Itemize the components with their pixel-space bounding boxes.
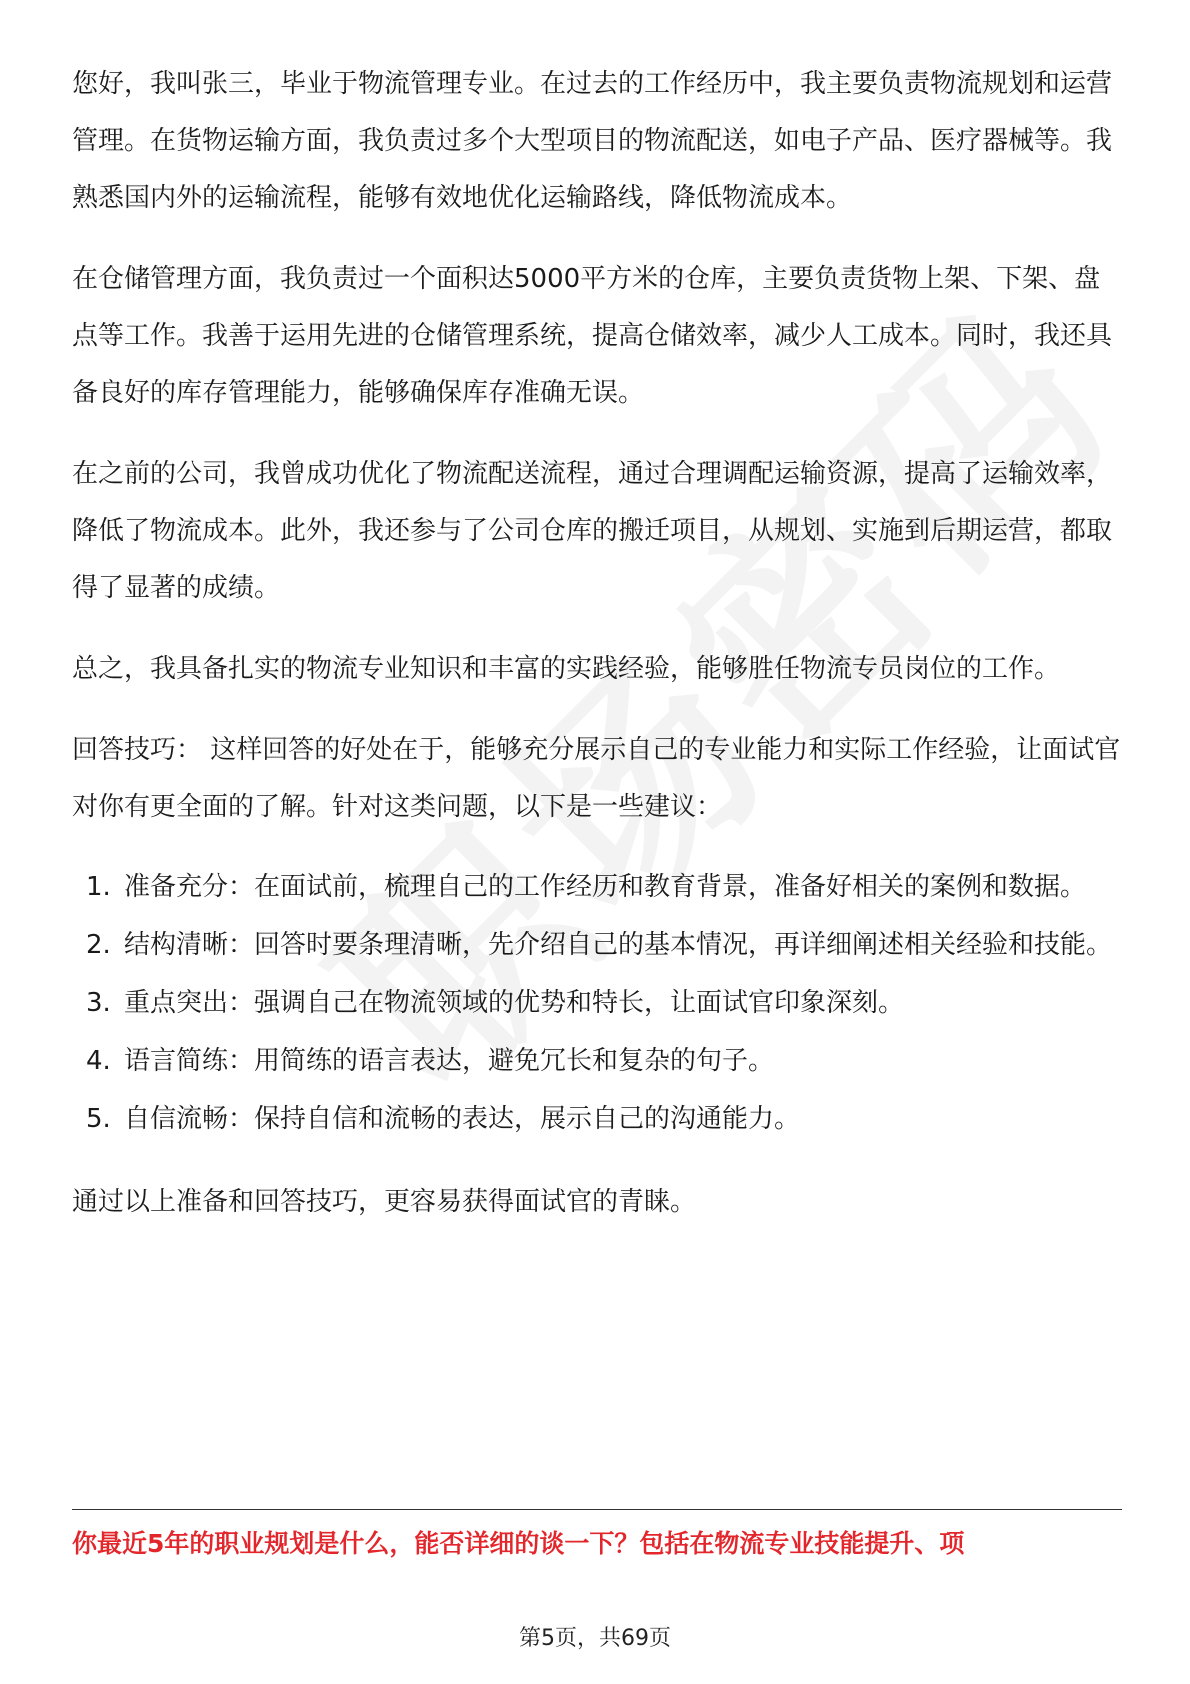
list-number: 5. — [86, 1104, 111, 1134]
list-item — [72, 860, 1122, 914]
list-item — [72, 1092, 1122, 1146]
paragraph-answer-tips: 回答技巧： 这样回答的好处在于，能够充分展示自己的专业能力和实际工作经验，让面试官对你有更全面的了解。针对这类问题，以下是一些建议： — [72, 735, 1121, 822]
next-question-heading: 你最近5年的职业规划是什么，能否详细的谈一下？包括在物流专业技能提升、项 — [72, 1529, 965, 1558]
paragraph-intro: 您好，我叫张三，毕业于物流管理专业。在过去的工作经历中，我主要负责物流规划和运营管理。在货物运输方面，我负责过多个大型项目的物流配送，如电子产品、医疗器械等。我熟悉国内外的运输流程，能够有效地优化运输路线，降低物流成本。 — [72, 69, 1113, 213]
paragraph-summary: 总之，我具备扎实的物流专业知识和丰富的实践经验，能够胜任物流专员岗位的工作。 — [72, 654, 1061, 684]
list-text: 重点突出：强调自己在物流领域的优势和特长，让面试官印象深刻。 — [124, 988, 905, 1018]
list-number: 2. — [86, 930, 111, 960]
tips-list — [72, 860, 1122, 1146]
list-number: 1. — [86, 872, 111, 902]
list-text: 语言简练：用简练的语言表达，避免冗长和复杂的句子。 — [124, 1046, 775, 1076]
list-number: 3. — [86, 988, 111, 1018]
section-divider — [72, 1509, 1122, 1510]
list-item — [72, 918, 1122, 972]
document-body — [72, 56, 1122, 1255]
list-text: 自信流畅：保持自信和流畅的表达，展示自己的沟通能力。 — [124, 1104, 801, 1134]
page-number: 第5页，共69页 — [519, 1626, 671, 1651]
list-text: 准备充分：在面试前，梳理自己的工作经历和教育背景，准备好相关的案例和数据。 — [124, 872, 1087, 902]
paragraph-achievements: 在之前的公司，我曾成功优化了物流配送流程，通过合理调配运输资源，提高了运输效率，降低了物流成本。此外，我还参与了公司仓库的搬迁项目，从规划、实施到后期运营，都取得了显著的成绩。 — [72, 459, 1113, 603]
list-number: 4. — [86, 1046, 111, 1076]
paragraph-conclusion: 通过以上准备和回答技巧，更容易获得面试官的青睐。 — [72, 1187, 697, 1217]
list-item — [72, 976, 1122, 1030]
list-item — [72, 1034, 1122, 1088]
paragraph-warehouse: 在仓储管理方面，我负责过一个面积达5000平方米的仓库，主要负责货物上架、下架、盘点等工作。我善于运用先进的仓储管理系统，提高仓储效率，减少人工成本。同时，我还具备良好的库存管理能力，能够确保库存准确无误。 — [72, 264, 1113, 408]
list-text: 结构清晰：回答时要条理清晰，先介绍自己的基本情况，再详细阐述相关经验和技能。 — [124, 930, 1113, 960]
